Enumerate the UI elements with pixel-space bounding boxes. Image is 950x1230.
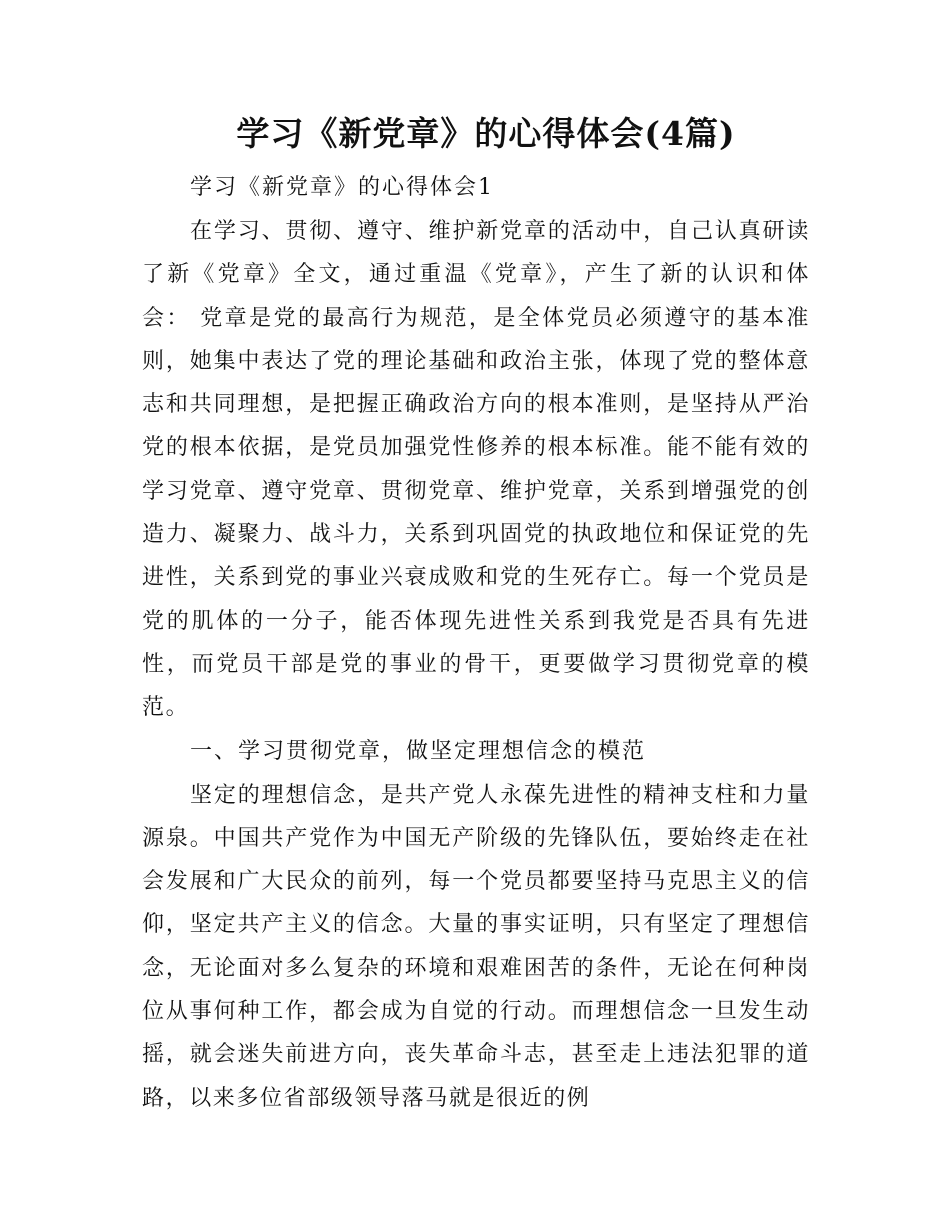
document-page <box>142 108 810 1120</box>
paragraph-2: 坚定的理想信念，是共产党人永葆先进性的精神支柱和力量源泉。中国共产党作为中国无产阶级的先锋队伍，要始终走在社会发展和广大民众的前列，每一个党员都要坚持马克思主义的信仰，坚定共产主义的信念。大量的事实证明，只有坚定了理想信念，无论面对多么复杂的环境和艰难困苦的条件，无论在何种岗位从事何种工作，都会成为自觉的行动。而理想信念一旦发生动摇，就会迷失前进方向，丧失革命斗志，甚至走上违法犯罪的道路，以来多位省部级领导落马就是很近的例 <box>142 782 810 1111</box>
document-subtitle: 学习《新党章》的心得体会1 <box>190 175 494 200</box>
document-title: 学习《新党章》的心得体会(4篇) <box>236 114 736 153</box>
section-heading-1: 一、学习贯彻党章，做坚定理想信念的模范 <box>190 738 647 764</box>
paragraph-1: 在学习、贯彻、遵守、维护新党章的活动中，自己认真研读了新《党章》全文，通过重温《党章》，产生了新的认识和体会： 党章是党的最高行为规范，是全体党员必须遵守的基本准则，她集中表达了党的理论基础和政治主张，体现了党的整体意志和共同理想，是把握正确政治方向的根本准则，是坚持从严治党的根本依据，是党员加强党性修养的根本标准。能不能有效的学习党章、遵守党章、贯彻党章、维护党章，关系到增强党的创造力、凝聚力、战斗力，关系到巩固党的执政地位和保证党的先进性，关系到党的事业兴衰成败和党的生死存亡。每一个党员是党的肌体的一分子，能否体现先进性关系到我党是否具有先进性，而党员干部是党的事业的骨干，更要做学习贯彻党章的模范。 <box>142 219 810 721</box>
